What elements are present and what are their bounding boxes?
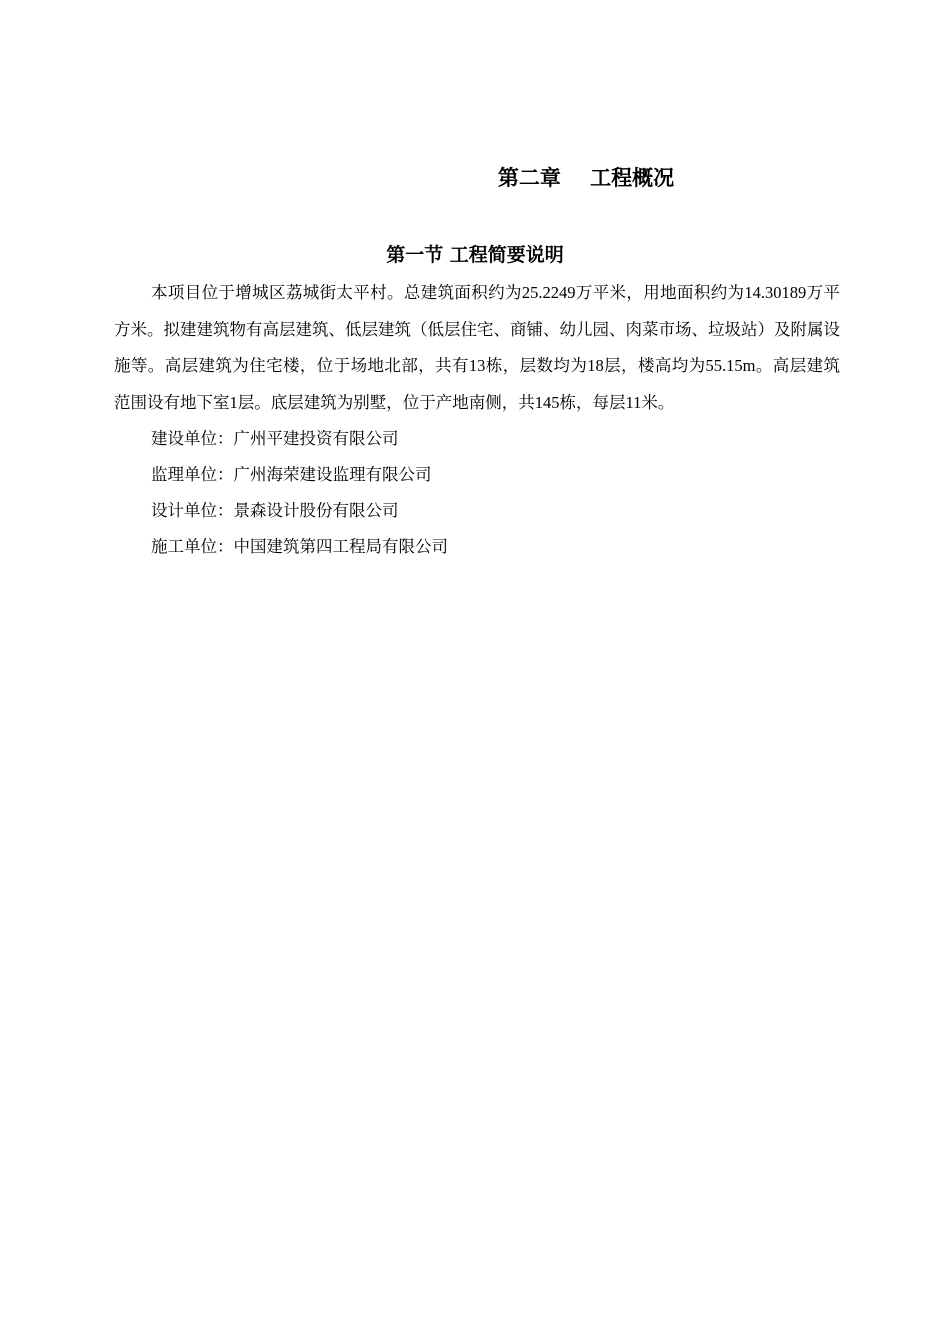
contractor-unit-line: 施工单位：中国建筑第四工程局有限公司 xyxy=(151,537,448,556)
project-description-paragraph: 本项目位于增城区荔城街太平村。总建筑面积约为25.2249万平米，用地面积约为14.30189万平方米。拟建建筑物有高层建筑、低层建筑（低层住宅、商铺、幼儿园、肉菜市场、垃圾站）及附属设施等。高层建筑为住宅楼，位于场地北部，共有13栋，层数均为18层，楼高均为55.15m。高层建筑范围设有地下室1层。底层建筑为别墅，位于产地南侧，共145栋，每层11米。 xyxy=(114,283,840,412)
section-title: 第一节 工程简要说明 xyxy=(386,244,564,266)
chapter-title: 第二章 工程概况 xyxy=(497,166,675,190)
supervision-unit-line: 监理单位：广州海荣建设监理有限公司 xyxy=(151,465,432,484)
body-text xyxy=(114,275,840,565)
construction-unit-line: 建设单位：广州平建投资有限公司 xyxy=(151,429,399,448)
design-unit-line: 设计单位：景森设计股份有限公司 xyxy=(151,501,399,520)
